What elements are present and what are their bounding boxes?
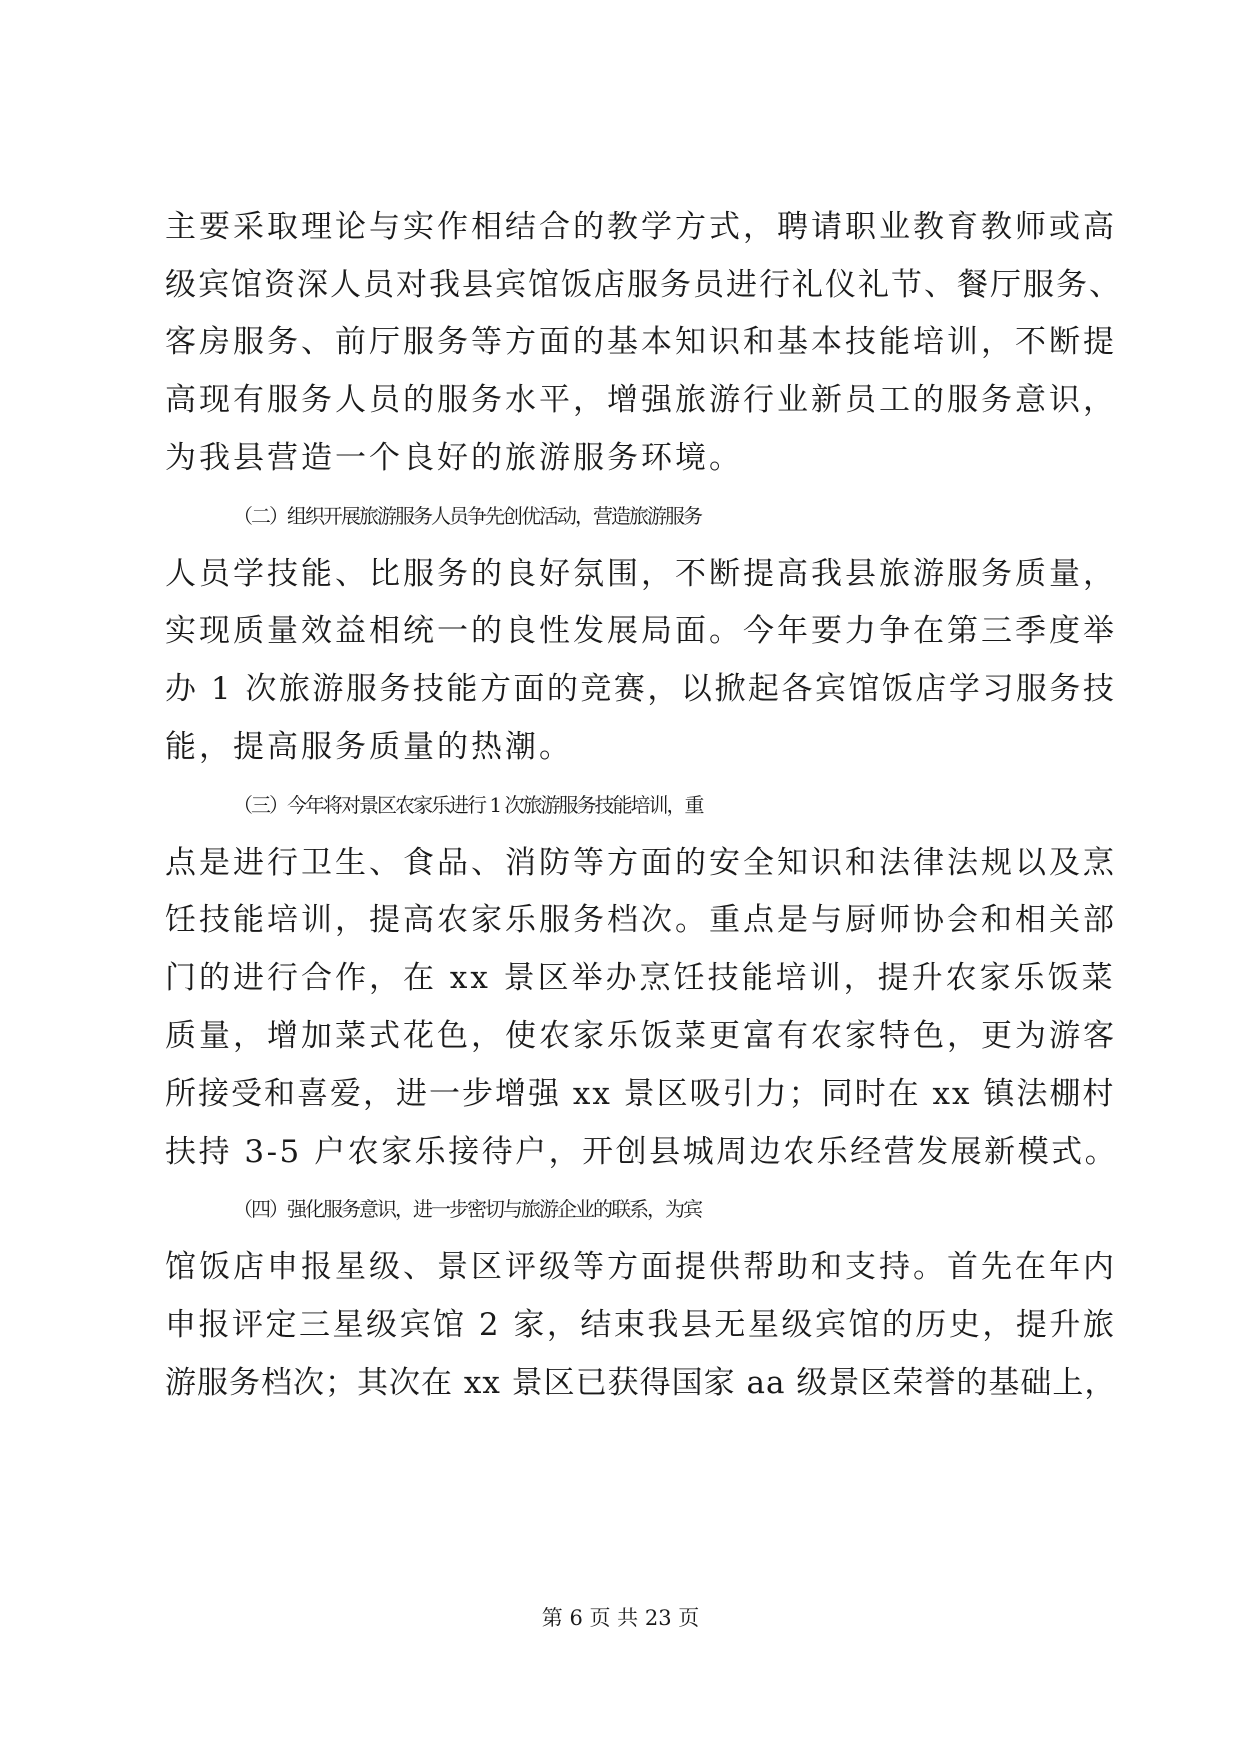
paragraph-line: 实现质量效益相统一的良性发展局面。今年要力争在第三季度举 [165,613,1117,649]
paragraph-line: 饪技能培训，提高农家乐服务档次。重点是与厨师协会和相关部 [165,902,1117,938]
paragraph-line: （二）组织开展旅游服务人员争先创优活动，营造旅游服务 [233,504,701,528]
paragraph-line: 主要采取理论与实作相结合的教学方式，聘请职业教育教师或高 [165,209,1117,245]
paragraph-line: 办 1 次旅游服务技能方面的竞赛，以掀起各宾馆饭店学习服务技 [165,671,1117,707]
paragraph-line: 人员学技能、比服务的良好氛围，不断提高我县旅游服务质量， [165,556,1117,592]
paragraph-line: 游服务档次；其次在 xx 景区已获得国家 aa 级景区荣誉的基础上， [165,1365,1117,1401]
paragraph-line: 为我县营造一个良好的旅游服务环境。 [165,440,743,476]
paragraph-line: 能，提高服务质量的热潮。 [165,729,573,765]
paragraph-line: 所接受和喜爱，进一步增强 xx 景区吸引力；同时在 xx 镇法棚村 [165,1076,1116,1112]
paragraph-line: 客房服务、前厅服务等方面的基本知识和基本技能培训，不断提 [165,324,1117,360]
paragraph-line: 申报评定三星级宾馆 2 家，结束我县无星级宾馆的历史，提升旅 [165,1307,1117,1343]
paragraph-line: 门的进行合作，在 xx 景区举办烹饪技能培训，提升农家乐饭菜 [165,960,1116,996]
paragraph-line: 级宾馆资深人员对我县宾馆饭店服务员进行礼仪礼节、餐厅服务、 [165,267,1122,303]
paragraph-line: （三）今年将对景区农家乐进行 1 次旅游服务技能培训，重 [233,793,703,817]
paragraph-line: 点是进行卫生、食品、消防等方面的安全知识和法律法规以及烹 [165,845,1117,881]
paragraph-line: 质量，增加菜式花色，使农家乐饭菜更富有农家特色，更为游客 [165,1018,1117,1054]
paragraph-line: （四）强化服务意识，进一步密切与旅游企业的联系，为宾 [233,1197,701,1221]
paragraph-line: 扶持 3-5 户农家乐接待户，开创县城周边农乐经营发展新模式。 [165,1134,1119,1170]
paragraph-line: 高现有服务人员的服务水平，增强旅游行业新员工的服务意识， [165,382,1117,418]
paragraph-line: 馆饭店申报星级、景区评级等方面提供帮助和支持。首先在年内 [165,1249,1117,1285]
page-number-footer: 第 6 页 共 23 页 [541,1606,700,1630]
